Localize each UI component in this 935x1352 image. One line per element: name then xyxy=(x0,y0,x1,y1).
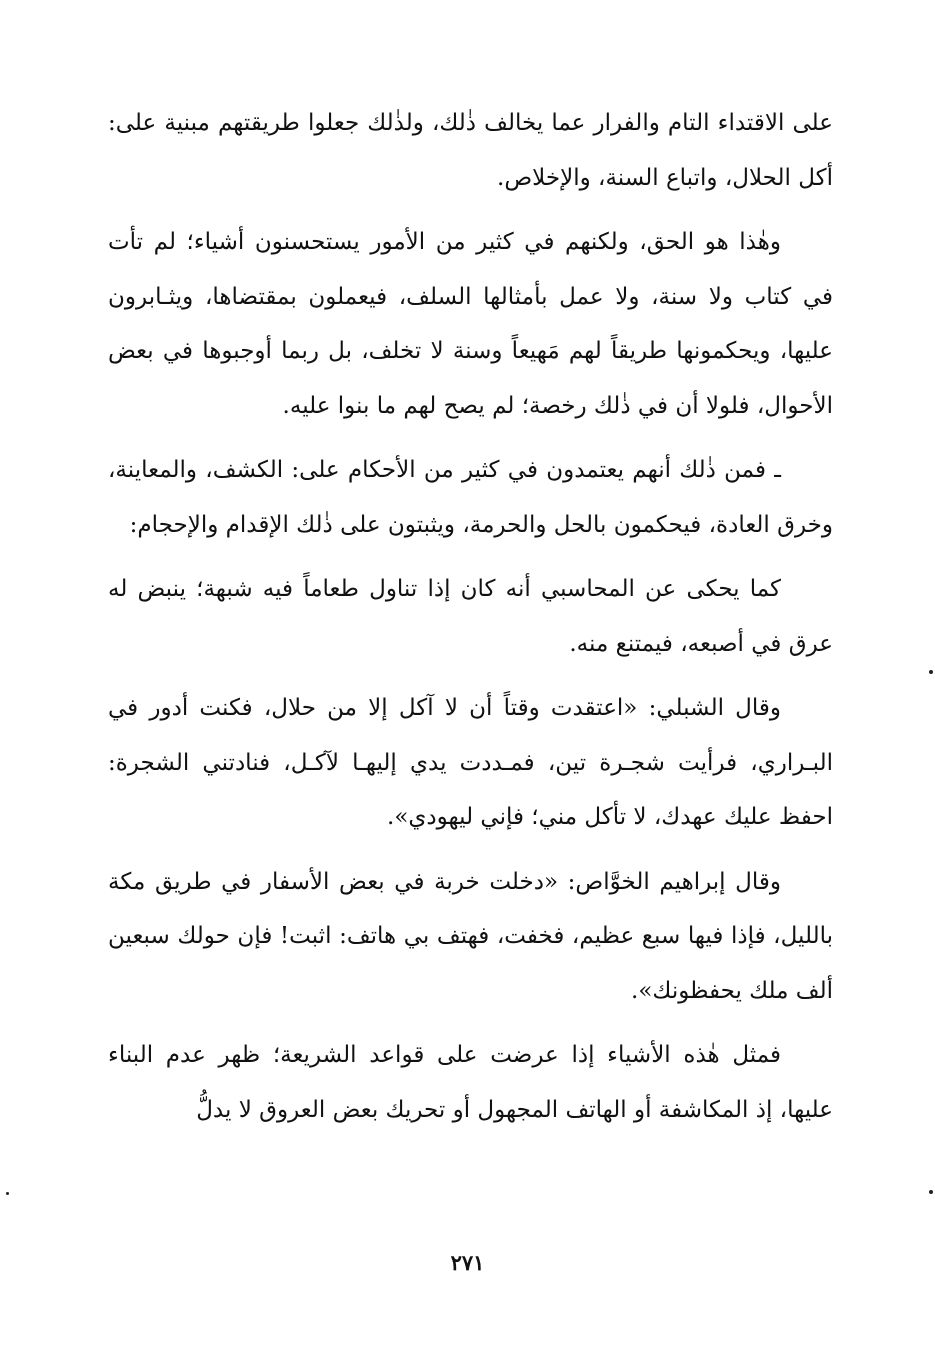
body-text xyxy=(108,96,833,1137)
paragraph-5: وقال الشبلي: «اعتقدت وقتاً أن لا آكل إلا من حلال، فكنت أدور في البـراري، فرأيت شجـرة تين، فمـددت يدي إليهـا لآكـل، فنادتني الشجرة: احفظ عليك عهدك، لا تأكل مني؛ فإني ليهودي». xyxy=(108,695,833,830)
paragraph-1: على الاقتداء التام والفرار عما يخالف ذٰلك، ولذٰلك جعلوا طريقتهم مبنية على: أكل الحلال، واتباع السنة، والإخلاص. xyxy=(108,110,833,191)
scan-speck xyxy=(6,1192,9,1195)
paragraph-4: كما يحكى عن المحاسبي أنه كان إذا تناول طعاماً فيه شبهة؛ ينبض له عرق في أصبعه، فيمتنع منه. xyxy=(108,576,833,657)
scan-speck xyxy=(929,1190,933,1194)
paragraph-3: ـ فمن ذٰلك أنهم يعتمدون في كثير من الأحكام على: الكشف، والمعاينة، وخرق العادة، فيحكمون بالحل والحرمة، ويثبتون على ذٰلك الإقدام والإحجام: xyxy=(108,457,833,538)
scan-speck xyxy=(929,670,933,674)
paragraph-2: وهٰذا هو الحق، ولكنهم في كثير من الأمور يستحسنون أشياء؛ لم تأت في كتاب ولا سنة، ولا عمل بأمثالها السلف، فيعملون بمقتضاها، ويثـابرون عليها، ويحكمونها طريقاً لهم مَهيعاً وسنة لا تخلف، بل ربما أوجبوها في بعض الأحوال، فلولا أن في ذٰلك رخصة؛ لم يصح لهم ما بنوا عليه. xyxy=(108,229,833,419)
paragraph-7: فمثل هٰذه الأشياء إذا عرضت على قواعد الشريعة؛ ظهر عدم البناء عليها، إذ المكاشفة أو الهاتف المجهول أو تحريك بعض العروق لا يدلُّ xyxy=(108,1042,833,1123)
page-number: ٢٧١ xyxy=(450,1250,485,1275)
paragraph-6: وقال إبراهيم الخوَّاص: «دخلت خربة في بعض الأسفار في طريق مكة بالليل، فإذا فيها سبع عظيم، فخفت، فهتف بي هاتف: اثبت! فإن حولك سبعين ألف ملك يحفظونك». xyxy=(108,868,833,1004)
